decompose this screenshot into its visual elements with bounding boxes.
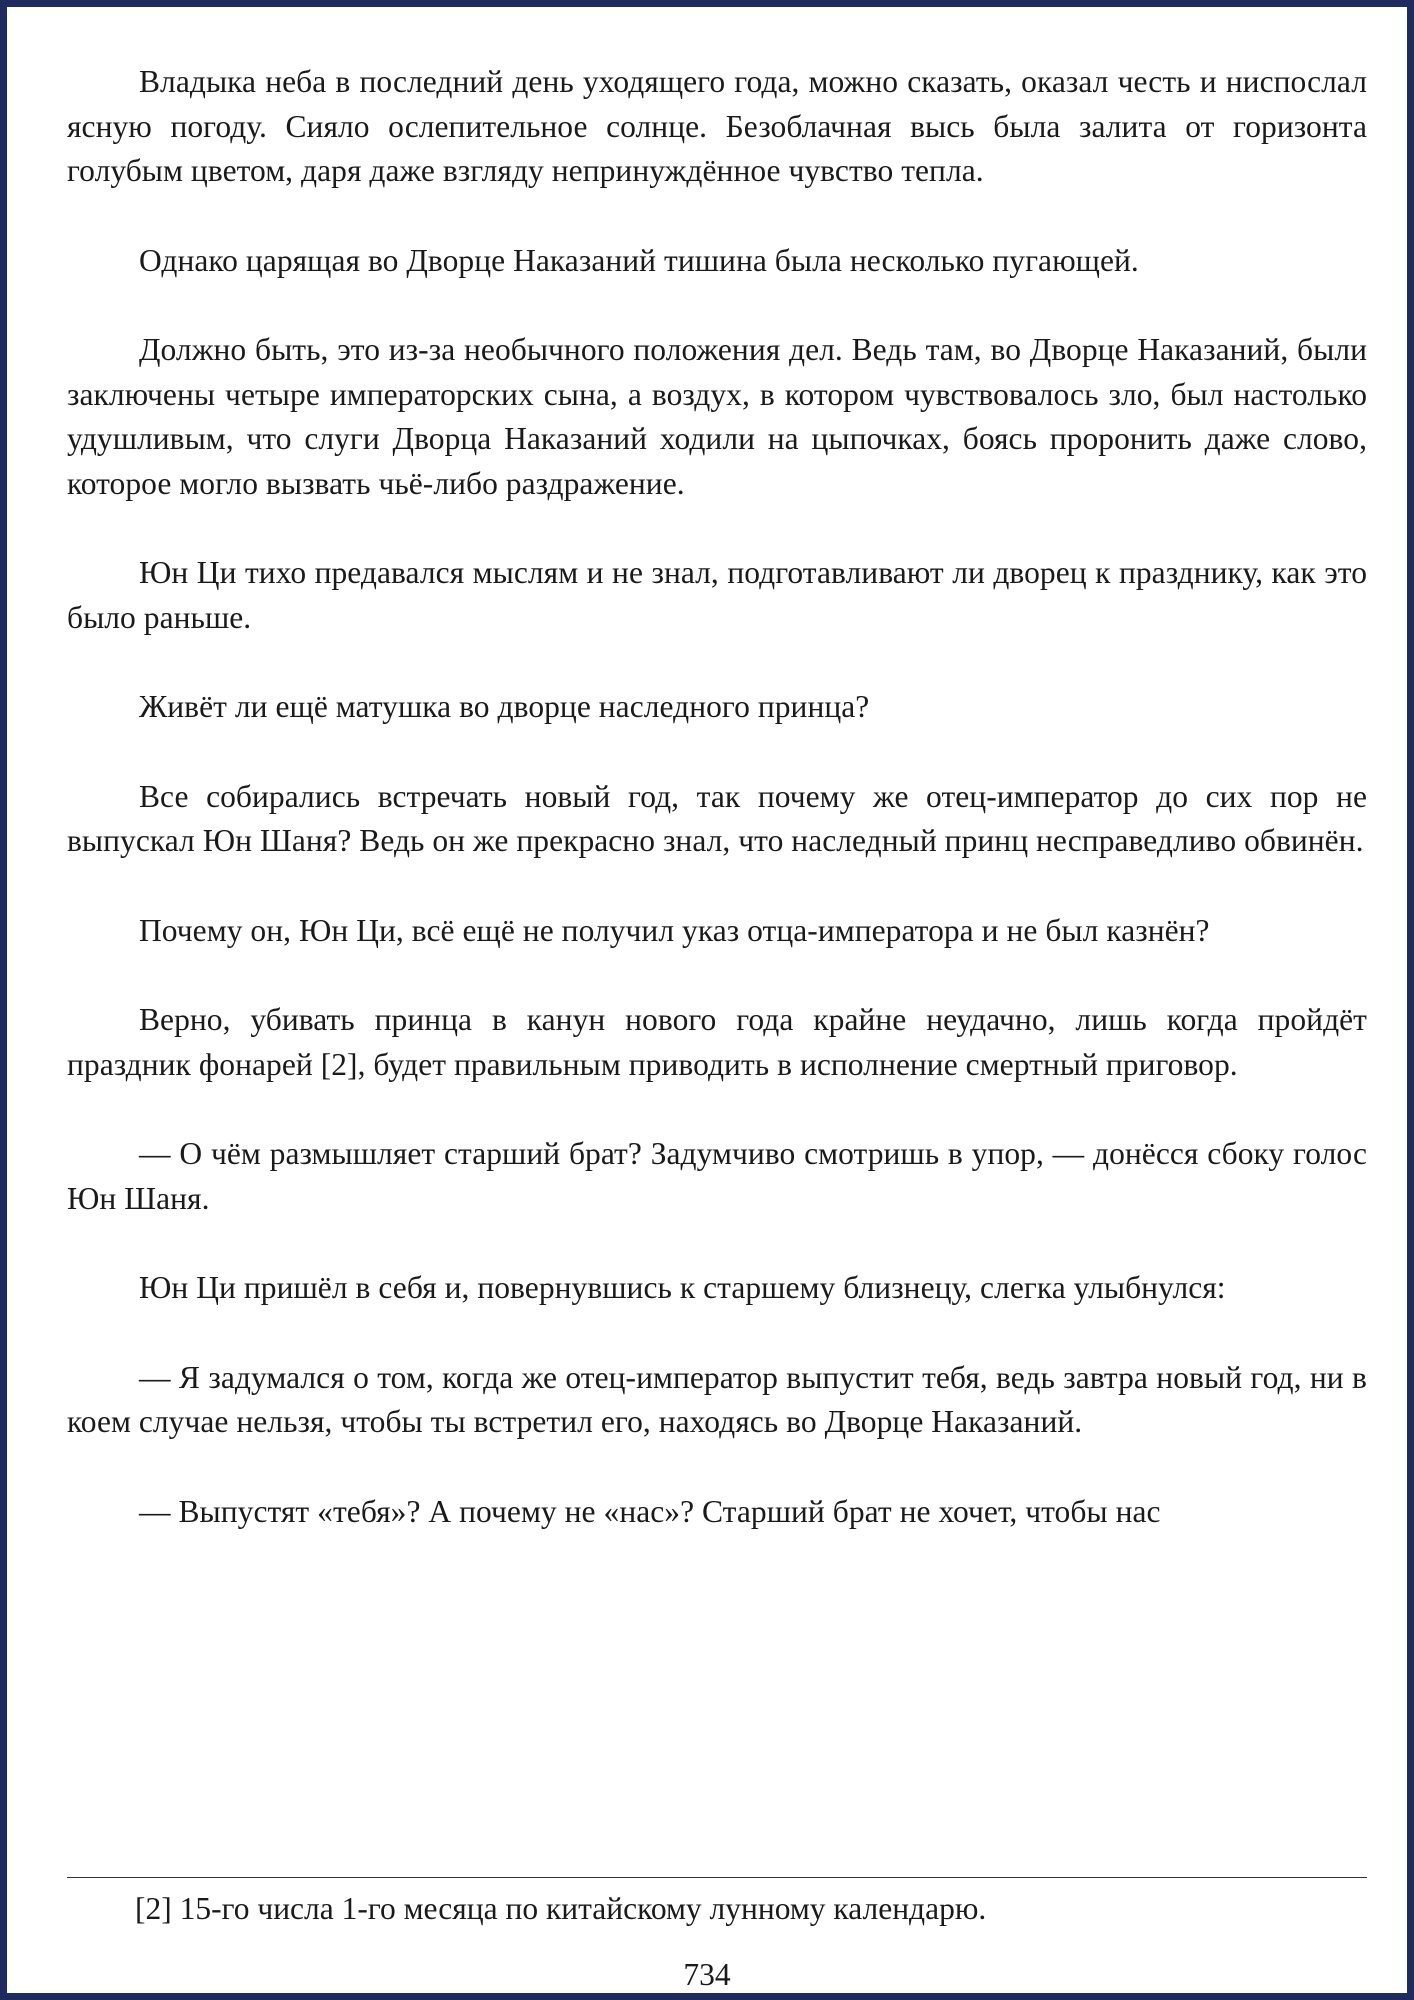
footnote: [2] 15-го числа 1-го месяца по китайскому лунному календарю.	[135, 1891, 987, 1926]
paragraph: Живёт ли ещё матушка во дворце наследного принца?	[139, 689, 870, 724]
body-text	[67, 60, 1367, 1534]
paragraph: Однако царящая во Дворце Наказаний тишина была несколько пугающей.	[139, 242, 1139, 278]
paragraph: Должно быть, это из-за необычного положения дел. Ведь там, во Дворце Наказаний, были заключены четыре императорских сына, а воздух, в котором чувствовалось зло, был настолько удушливым, что слуги Дворца Наказаний ходили на цыпочках, боясь проронить даже слово, которое могло вызвать чьё-либо раздражение.	[67, 332, 1367, 501]
footnote-separator	[67, 1877, 1367, 1878]
page-number: 734	[683, 1957, 731, 1992]
paragraph: — Выпустят «тебя»? А почему не «нас»? Старший брат не хочет, чтобы нас	[139, 1493, 1161, 1529]
paragraph: Юн Ци тихо предавался мыслям и не знал, подготавливают ли дворец к празднику, как это было раньше.	[67, 555, 1367, 635]
paragraph: Владыка неба в последний день уходящего года, можно сказать, оказал честь и ниспослал ясную погоду. Сияло ослепительное солнце. Безоблачная высь была залита от горизонта голубым цветом, даря даже взгляду непринуждённое чувство тепла.	[67, 64, 1367, 188]
paragraph: — О чём размышляет старший брат? Задумчиво смотришь в упор, — донёсся сбоку голос Юн Шаня.	[67, 1136, 1367, 1216]
paragraph: Юн Ци пришёл в себя и, повернувшись к старшему близнецу, слегка улыбнулся:	[139, 1270, 1226, 1305]
paragraph: Верно, убивать принца в канун нового года крайне неудачно, лишь когда пройдёт праздник фонарей [2], будет правильным приводить в исполнение смертный приговор.	[67, 1002, 1367, 1082]
paragraph: — Я задумался о том, когда же отец-император выпустит тебя, ведь завтра новый год, ни в коем случае нельзя, чтобы ты встретил его, находясь во Дворце Наказаний.	[67, 1359, 1367, 1439]
paragraph: Все собирались встречать новый год, так почему же отец-император до сих пор не выпускал Юн Шаня? Ведь он же прекрасно знал, что наследный принц несправедливо обвинён.	[67, 778, 1367, 858]
paragraph: Почему он, Юн Ци, всё ещё не получил указ отца-императора и не был казнён?	[139, 912, 1210, 948]
